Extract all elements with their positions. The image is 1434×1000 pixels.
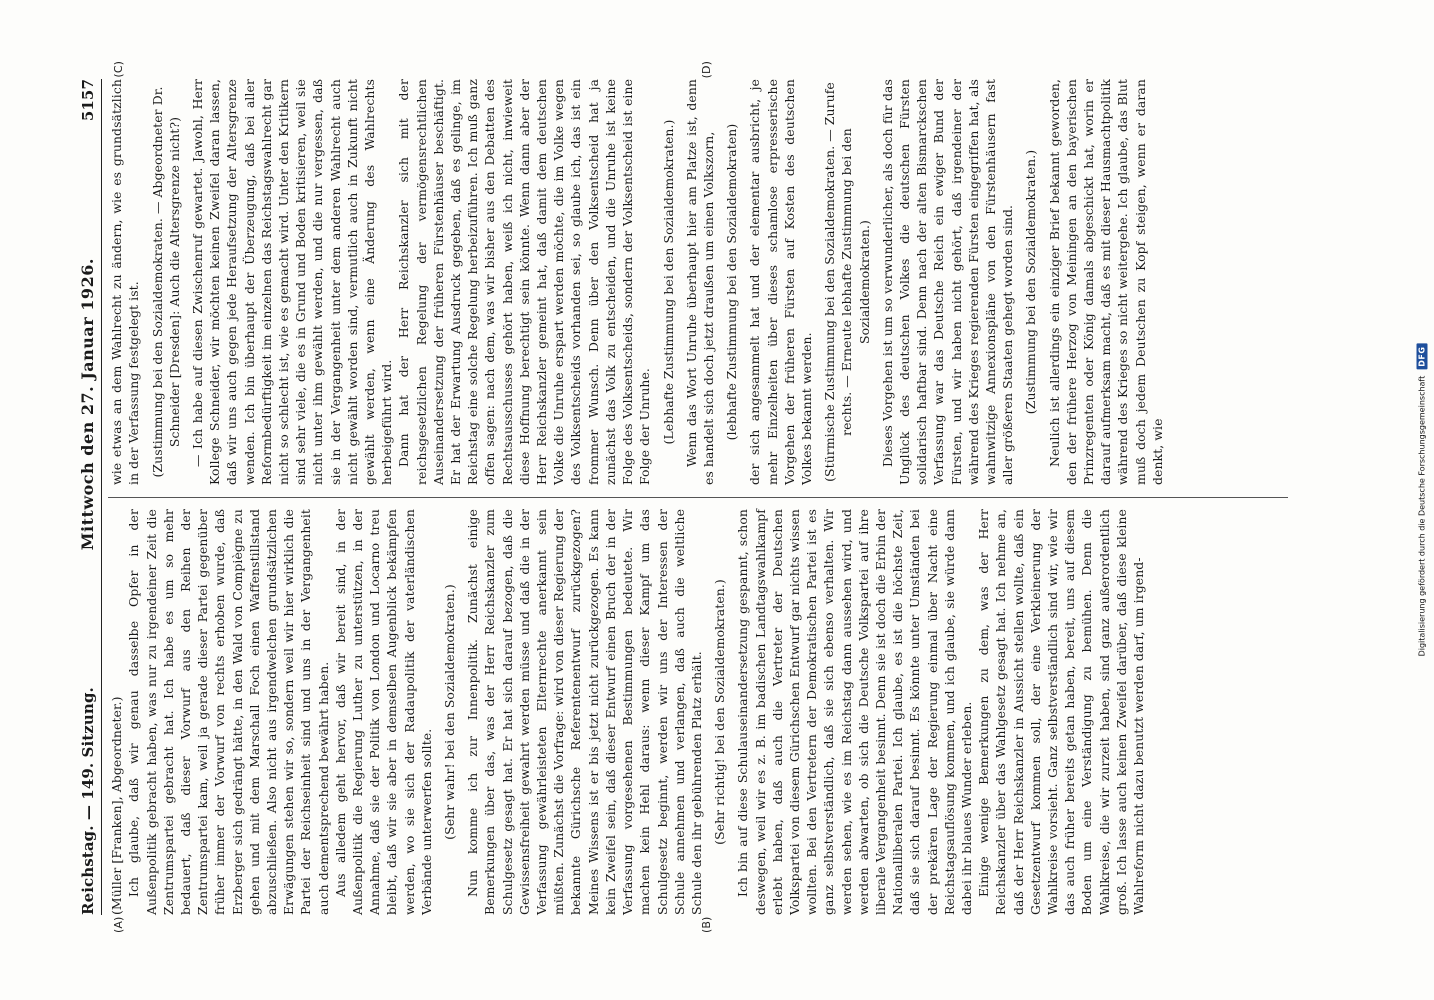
text-columns [108, 61, 1288, 933]
interjection: (Zustimmung bei den Sozialdemokraten. — Abgeordneter Dr. Schneider [Dresden]: Auch die Altersgrenze nicht?) [149, 86, 182, 478]
margin-marker-c: (C) [112, 61, 126, 78]
page-number: 5157 [79, 79, 97, 122]
interjection: (Sehr richtig! bei den Sozialdemokraten.) [712, 579, 728, 845]
paragraph: Neulich ist allerdings ein einziger Brief bekannt geworden, den der frühere Herzog von Meiningen an den bayerischen Prinzregenten oder König damals abgeschickt hat, worin er darauf aufmerksam macht, daß es mit dieser Hausmachtpolitik während des Krieges so nicht weitergehe. Ich glaube, das Blut muß doch jedem Deutschen zu Kopf steigen, wenn er daran denkt, wie [1046, 79, 1165, 485]
paragraph: Nun komme ich zur Innenpolitik. Zunächst einige Bemerkungen über das, was der Herr Reichskanzler zum Schulgesetz gesagt hat. Er hat sich darauf bezogen, daß die Gewissensfreiheit gewahrt werden müsse und daß die in der Verfassung gewährleisteten Elternrechte anerkannt sein müßten. Zunächst die Vorfrage: wird von dieser Regierung der bekannte Gürichsche Referentenentwurf zurückgezogen? Meines Wissens ist er bis jetzt nicht zurückgezogen. Es kann kein Zweifel sein, daß dieser Entwurf einen Bruch der in der Verfassung vorgesehenen Bestimmungen bedeutete. Wir machen kein Hehl daraus: wenn dieser Kampf um das Schulgesetz beginnt, werden wir uns der Interessen der Schule annehmen und verlangen, daß auch die weltliche Schule den ihr gebührenden Platz erhält. [465, 509, 704, 915]
credit-text: Digitalisierung gefördert durch die Deutsche Forschungsgemeinschaft [1417, 375, 1427, 657]
paragraph: der sich angesammelt hat und der elementar ausbricht, je mehr Einzelheiten über dieses schamlose erpresserische Vorgehen der früheren Fürsten auf Kosten des deutschen Volkes bekannt werden. [747, 79, 814, 485]
column-right [108, 61, 1288, 485]
interjection: (Sehr wahr! bei den Sozialdemokraten.) [442, 584, 458, 840]
paragraph: Ich bin auf diese Schulauseinandersetzung gespannt, schon deswegen, weil wir es z. B. im badischen Landtagswahlkampf erlebt haben, daß auch die Vertreter der Deutschen Volkspartei von diesem Gürichschen Entwurf gar nichts wissen wollten. Bei den Vertretern der Demokratischen Partei ist es ganz selbstverständlich, daß sie sich ebenso verhalten. Wir werden sehen, wie es im Reichstag dann aussehen wird, und werden abwarten, ob sich die Deutsche Volkspartei auf ihre liberale Vergangenheit besinnt. Denn sie ist doch die Erbin der Nationalliberalen Partei. Ich glaube, es ist die höchste Zeit, daß sie sich darauf besinnt. Es könnte unter Umständen bei der prekären Lage der Regierung einmal über Nacht eine Reichstagsauflösung kommen, und ich glaube, sie würde dann dabei ihr blaues Wunder erleben. [735, 509, 974, 915]
column-left [108, 509, 1288, 933]
interjection: (Lebhafte Zustimmung bei den Sozialdemokraten.) [660, 119, 676, 445]
paragraph: Aus alledem geht hervor, daß wir bereit sind, in der Außenpolitik die Regierung Luther zu unterstützen, in der Annahme, daß sie der Politik von London und Locarno treu bleibt, daß wir sie aber in demselben Augenblick bekämpfen werden, wo sie sich der Radaupolitik der vaterländischen Verbände unterwerfen sollte. [332, 509, 434, 915]
interjection: (Stürmische Zustimmung bei den Sozialdemokraten. — Zurufe rechts. — Erneute lebhafte Zustimmung bei den Sozialdemokraten.) [822, 82, 872, 482]
digitization-credit [1417, 344, 1428, 657]
paragraph: Dann hat der Herr Reichskanzler sich mit der reichsgesetzlichen Regelung der vermögensrechtlichen Auseinandersetzung der früheren Fürstenhäuser beschäftigt. Er hat der Erwartung Ausdruck gegeben, daß es gelinge, im Reichstag eine solche Regelung herbeizuführen. Ich muß ganz offen sagen: nach dem, was wir bisher aus den Debatten des Rechtsausschusses gehört haben, weiß ich nicht, inwieweit diese Hoffnung berechtigt sein könnte. Wenn dann aber der Herr Reichskanzler gemeint hat, daß damit dem deutschen Volke die Unruhe erspart werden möchte, die im Volke wegen des Volksentscheids vorhanden sei, so glaube ich, das ist ein frommer Wunsch. Denn über den Volksentscheid hat ja zunächst das Volk zu entscheiden, und die Unruhe ist keine Folge des Volksentscheids, sondern der Volksentscheid ist eine Folge der Unruhe. [396, 79, 653, 485]
paragraph: — Ich habe auf diesen Zwischenruf gewartet. Jawohl, Herr Kollege Schneider, wir möchten keinen Zweifel daran lassen, daß wir uns auch gegen jede Heraufsetzung der Altersgrenze wenden. Ich bin überhaupt der Überzeugung, daß bei aller Reformbedürftigkeit im einzelnen das Reichstagswahlrecht gar nicht so schlecht ist, wie es gemacht wird. Unter den Kritikern sind sehr viele, die es in Grund und Boden kritisieren, weil sie nicht unter ihm gewählt werden, und die nur vergessen, daß sie in der Vergangenheit unter dem anderen Wahlrecht auch nicht gewählt worden sind, vermutlich auch in Zukunft nicht gewählt werden, wenn eine Änderung des Wahlrechts herbeigeführt wird. [190, 79, 395, 485]
paragraph: Ich glaube, daß wir genau dasselbe Opfer in der Außenpolitik gebracht haben, was nur zu irgendeiner Zeit die Zentrumspartei gebracht hat. Ich habe es um so mehr bedauert, daß dieser Vorwurf aus den Reihen der Zentrumspartei kam, weil ja gerade dieser Partei gegenüber früher immer der Vorwurf von rechts erhoben wurde, daß Erzberger sich gedrängt hätte, in den Wald von Compiègne zu gehen und mit dem Marschall Foch einen Waffenstillstand abzuschließen. Also nicht aus irgendwelchen grundsätzlichen Erwägungen stehen wir so, sondern weil wir hier wirklich die Partei der Reichseinheit sind und uns in der Vergangenheit auch dementsprechend bewährt haben. [126, 509, 331, 915]
margin-marker-a: (A) [112, 916, 126, 933]
speaker-line: (Müller [Franken], Abgeordneter.) [109, 696, 125, 915]
paragraph: wie etwas an dem Wahlrecht zu ändern, wie es grundsätzlich in der Verfassung festgelegt ist. [109, 79, 142, 485]
dfg-logo-icon: DFG [1417, 344, 1428, 370]
margin-marker-b: (B) [700, 916, 714, 933]
header-session: Reichstag. — 149. Sitzung. [79, 687, 97, 915]
paragraph: Einige wenige Bemerkungen zu dem, was der Herr Reichskanzler über das Wahlgesetz gesagt hat. Ich nehme an, daß der Herr Reichskanzler in Aussicht stellen wollte, daß ein Gesetzentwurf kommen soll, der eine Verkleinerung der Wahlkreise vorsieht. Ganz selbstverständlich sind wir, wie wir das auch früher bereits getan haben, bereit, uns auf diesem Boden um eine Verständigung zu bemühen. Denn die Wahlkreise, die wir zurzeit haben, sind ganz außerordentlich groß. Ich lasse auch keinen Zweifel darüber, daß diese kleine Wahlreform nicht dazu benutzt werden darf, um irgend- [976, 509, 1146, 915]
paragraph: Wenn das Wort Unruhe überhaupt hier am Platze ist, denn es handelt sich doch jetzt draußen um einen Volkszorn, [683, 79, 716, 485]
header-date: Mittwoch den 27. Januar 1926. [78, 258, 97, 551]
interjection: (lebhafte Zustimmung bei den Sozialdemokraten) [724, 123, 740, 441]
paragraph: Dieses Vorgehen ist um so verwunderlicher, als doch für das Unglück des deutschen Volkes die deutschen Fürsten solidarisch haftbar sind. Denn nach der alten Bismarckschen Verfassung war das Deutsche Reich ein ewiger Bund der Fürsten, und wir haben nicht gehört, daß irgendeiner der während des Krieges regierenden Fürsten eingegriffen hat, als wahnwitzige Annexionspläne von den Fürstenhäusern fast aller größeren Staaten gehegt worden sind. [879, 79, 1016, 485]
margin-marker-d: (D) [700, 61, 714, 79]
document-sheet [65, 57, 1355, 937]
interjection: (Zustimmung bei den Sozialdemokraten.) [1023, 149, 1039, 415]
page-header [79, 79, 102, 915]
